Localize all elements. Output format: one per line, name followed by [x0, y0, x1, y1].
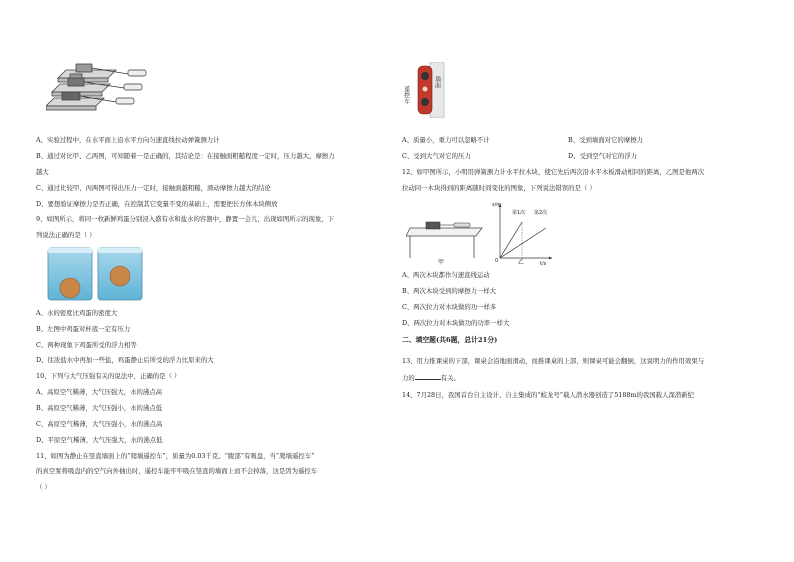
q8-option-b: B、通过对比甲、乙两图，可知随着一是正确的，其结论是：在接触面粗糙程度一定时，压力越大，摩擦力 [36, 152, 335, 160]
q12-stem-line2: 拉动同一木块得到的距离随时间变化的图象，下列说法错误的是（ ） [402, 184, 596, 192]
q9-option-b: B、左图中鸡蛋对杯底一定有压力 [36, 325, 131, 333]
q8-option-b-cont: 越大 [36, 168, 49, 176]
section-title: 二、填空题(共6题，总计21分) [402, 336, 498, 344]
q13-line1: 13、用力推课桌的下部，课桌会沿地面滑动，而推课桌的上部，则课桌可能会翻倒，这说明力的作用效果与 [402, 357, 705, 365]
q9-stem-line2: 列说法正确的是（ ） [36, 231, 96, 239]
q8-option-d: D、要想验证摩擦力是否正确，在控制其它变量不变的基础上，需要把长方体木块侧放 [36, 200, 278, 208]
wall-car-figure [402, 62, 448, 118]
q10-option-d: D、平原空气稀薄，大气压强大，水的沸点低 [36, 436, 163, 444]
q9-stem-line1: 9、如图所示，将同一枚新鲜鸡蛋分别浸入盛有水和盐水的容器中，静置一会儿，出现如图所示的现象，下 [36, 215, 335, 223]
q12-option-a: A、两次木块都作匀速直线运动 [402, 271, 490, 279]
q11-stem-line2: 的真空泵将吸盘内的空气向外抽出时，遥控车能牢牢吸在竖直的墙面上而不会掉落，这是因为遥控车 [36, 467, 318, 475]
q12-option-d: D、两次拉力对木块做功的功率一样大 [402, 319, 510, 327]
q13-blank[interactable] [415, 373, 441, 380]
q9-option-d: D、往浓盐水中再加一些盐，鸡蛋静止后所受的浮力比原来的大 [36, 356, 214, 364]
friction-experiment-figure [46, 60, 156, 120]
q10-option-c: C、高原空气稀薄，大气压强小，水的沸点高 [36, 420, 163, 428]
q11-option-a: A、质量小，重力可以忽略不计 [402, 136, 490, 144]
egg-beakers-figure [46, 246, 146, 302]
q9-option-c: C、两种现象下鸡蛋所受的浮力相等 [36, 341, 137, 349]
yi-label: 乙 [518, 259, 525, 266]
graph-t-label: t/s [540, 261, 547, 266]
q12-option-b: B、两次木块受到的摩擦力一样大 [402, 287, 497, 295]
q13-line2-a: 力的 [402, 374, 415, 382]
second-line [500, 228, 546, 258]
second-label: 第2次 [534, 210, 548, 216]
q11-option-c: C、受到大气对它的压力 [402, 152, 471, 160]
first-label: 第1次 [512, 210, 526, 216]
q11-option-b: B、受到墙面对它的摩擦力 [568, 136, 643, 144]
q13-line2 [402, 373, 460, 382]
q8-option-a: A、实验过程中，在水平面上沿水平方向匀速直线拉动弹簧测力计 [36, 136, 220, 144]
q12-option-c: C、两次拉力对木块做的功一样多 [402, 303, 497, 311]
q10-option-b: B、高原空气稀薄，大气压强小，水的沸点低 [36, 404, 163, 412]
q9-option-a: A、水的密度比鸡蛋的密度大 [36, 309, 118, 317]
block-and-graph-figure [406, 198, 556, 266]
graph-origin-label: 0 [495, 258, 499, 264]
first-line [500, 222, 522, 258]
wall-label: 墙面 [433, 76, 441, 88]
graph-s-label: s/m [492, 202, 502, 208]
q13-line2-b: 有关。 [440, 374, 460, 382]
q10-option-a: A、高原空气稀薄，大气压强大，水的沸点高 [36, 388, 163, 396]
remote-car-label: 遥控车 [402, 86, 410, 104]
q11-option-d: D、受到空气对它的浮力 [568, 152, 638, 160]
q10-stem: 10、下列与大气压强有关的说法中，正确的是（ ） [36, 372, 181, 380]
q12-stem-line1: 12、如甲图所示，小明用弹簧测力计水平拉木块，使它先后两次沿水平木板滑动相同的距离，乙图是他两次 [402, 168, 705, 176]
q11-stem-line1: 11、如图为静止在竖直墙面上的“爬墙遥控车”，质量为0.03千克。“腹部”有吸盘，当“爬墙遥控车” [36, 452, 315, 460]
jia-label: 甲 [438, 259, 445, 266]
q8-option-c: C、通过比较甲、丙两图可得出压力一定时，接触面越粗糙，滑动摩擦力越大的结论 [36, 184, 271, 192]
q14-line1: 14、7月28日，我国首台自主设计、自主集成的“蛟龙号”载人潜水器创造了5188m的我国载人深潜新纪 [402, 391, 695, 399]
q11-stem-line3: （ ） [36, 483, 51, 491]
